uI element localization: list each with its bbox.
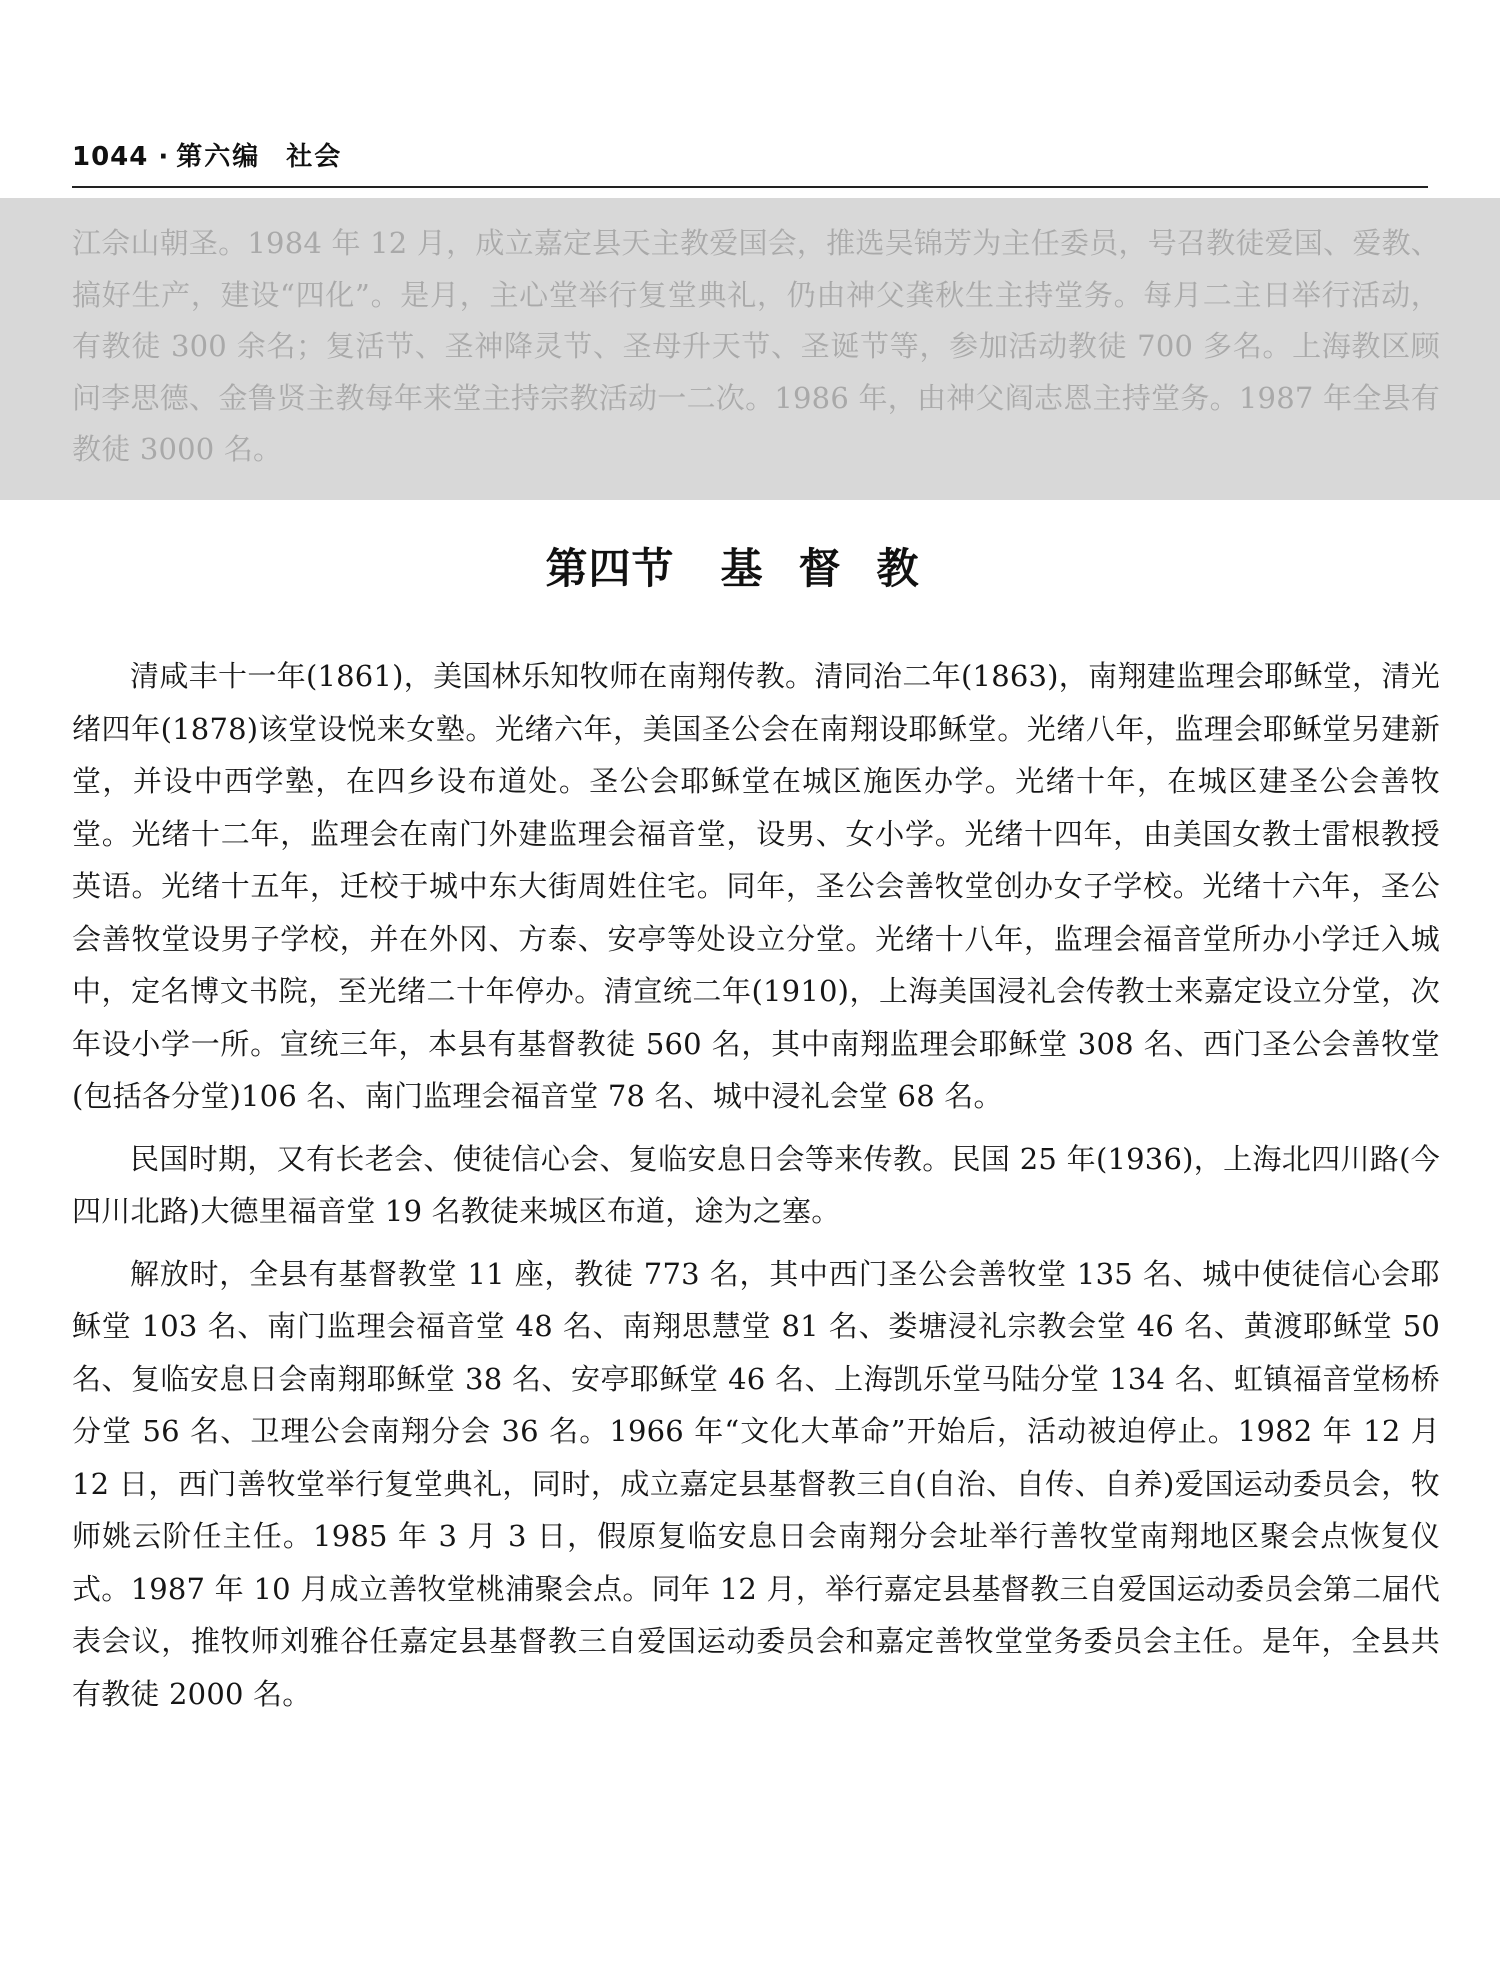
header-rule xyxy=(72,186,1428,188)
section-number: 第四节 xyxy=(545,544,675,593)
paragraph-3: 解放时，全县有基督教堂 11 座，教徒 773 名，其中西门圣公会善牧堂 135 名、城中使徒信心会耶稣堂 103 名、南门监理会福音堂 48 名、南翔思慧堂 81 名、娄塘浸礼宗教会堂 46 名、黄渡耶稣堂 50 名、复临安息日会南翔耶稣堂 38 名、安亭耶稣堂 46 名、上海凯乐堂马陆分堂 134 名、虹镇福音堂杨桥分堂 56 名、卫理公会南翔分会 36 名。1966 年“文化大革命”开始后，活动被迫停止。1982 年 12 月 12 日，西门善牧堂举行复堂典礼，同时，成立嘉定县基督教三自(自治、自传、自养)爱国运动委员会，牧师姚云阶任主任。1985 年 3 月 3 日，假原复临安息日会南翔分会址举行善牧堂南翔地区聚会点恢复仪式。1987 年 10 月成立善牧堂桃浦聚会点。同年 12 月，举行嘉定县基督教三自爱国运动委员会第二届代表会议，推牧师刘雅谷任嘉定县基督教三自爱国运动委员会和嘉定善牧堂堂务委员会主任。是年，全县共有教徒 2000 名。 xyxy=(72,1256,1440,1711)
header-separator: · xyxy=(158,142,169,172)
highlighted-paragraph: 江佘山朝圣。1984 年 12 月，成立嘉定县天主教爱国会，推选吴锦芳为主任委员，号召教徒爱国、爱教、搞好生产，建设“四化”。是月，主心堂举行复堂典礼，仍由神父龚秋生主持堂务。每月二主日举行活动，有教徒 300 余名；复活节、圣神降灵节、圣母升天节、圣诞节等，参加活动教徒 700 多名。上海教区顾问李思德、金鲁贤主教每年来堂主持宗教活动一二次。1986 年，由神父阎志恩主持堂务。1987 年全县有教徒 3000 名。 xyxy=(72,226,1440,466)
running-header xyxy=(72,136,342,176)
section-title xyxy=(0,536,1500,596)
paragraph-1: 清咸丰十一年(1861)，美国林乐知牧师在南翔传教。清同治二年(1863)，南翔建监理会耶稣堂，清光绪四年(1878)该堂设悦来女塾。光绪六年，美国圣公会在南翔设耶稣堂。光绪八年，监理会耶稣堂另建新堂，并设中西学塾，在四乡设布道处。圣公会耶稣堂在城区施医办学。光绪十年，在城区建圣公会善牧堂。光绪十二年，监理会在南门外建监理会福音堂，设男、女小学。光绪十四年，由美国女教士雷根教授英语。光绪十五年，迁校于城中东大街周姓住宅。同年，圣公会善牧堂创办女子学校。光绪十六年，圣公会善牧堂设男子学校，并在外冈、方泰、安亭等处设立分堂。光绪十八年，监理会福音堂所办小学迁入城中，定名博文书院，至光绪二十年停办。清宣统二年(1910)，上海美国浸礼会传教士来嘉定设立分堂，次年设小学一所。宣统三年，本县有基督教徒 560 名，其中南翔监理会耶稣堂 308 名、西门圣公会善牧堂(包括各分堂)106 名、南门监理会福音堂 78 名、城中浸礼会堂 68 名。 xyxy=(72,659,1440,1113)
header-subsection: 社会 xyxy=(286,142,343,172)
header-section: 第六编 xyxy=(176,142,261,172)
section-name: 基督教 xyxy=(720,544,955,593)
body-text xyxy=(72,650,1440,1730)
paragraph-2: 民国时期，又有长老会、使徒信心会、复临安息日会等来传教。民国 25 年(1936)，上海北四川路(今四川北路)大德里福音堂 19 名教徒来城区布道，途为之塞。 xyxy=(72,1141,1440,1228)
page-number: 1044 xyxy=(72,142,149,172)
